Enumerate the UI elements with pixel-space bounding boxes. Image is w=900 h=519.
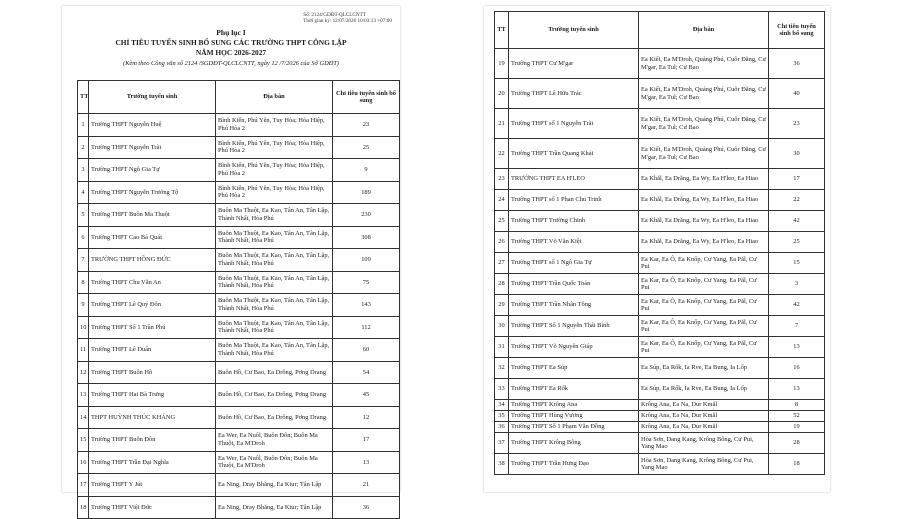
- cell-quota: 13: [333, 451, 400, 474]
- cell-area: Ea Wer, Ea Nuôl, Buôn Đôn; Buôn Ma Thuột, Ea M'Droh: [216, 451, 333, 474]
- table-header-row: [495, 12, 825, 49]
- cell-tt: 7: [78, 249, 89, 272]
- cell-area: Bình Kiến, Phú Yên, Tuy Hòa; Hòa Hiệp, Phú Hòa 2: [216, 159, 333, 182]
- cell-area: Ea Kar, Ea Ô, Ea Knốp, Cư Yang, Ea Păl, Cư Pui: [639, 274, 769, 295]
- cell-school: Trường THPT số 1 Ngô Gia Tự: [509, 253, 639, 274]
- cell-area: Ea Khăl, Ea Drăng, Ea Wy, Ea H'leo, Ea Hiao: [639, 211, 769, 232]
- cell-area: Ea Súp, Ea Rốk, Ia Rve, Ea Bung, Ia Lốp: [639, 379, 769, 400]
- cell-area: Ea Kiết, Ea M'Droh, Quảng Phú, Cuôr Đăng, Cư M'gar, Ea Tul; Cư Bao: [639, 49, 769, 79]
- cell-school: TRƯỜNG THPT EA H'LEO: [509, 169, 639, 190]
- cell-tt: 26: [495, 232, 509, 253]
- table-row: [495, 454, 825, 475]
- cell-school: Trường THPT Võ Văn Kiệt: [509, 232, 639, 253]
- cell-area: Buôn Hồ, Cư Bao, Ea Drông, Pơng Drang: [216, 361, 333, 384]
- cell-quota: 45: [333, 384, 400, 407]
- cell-area: Krông Ana, Ea Na, Dur Kmăl: [639, 422, 769, 433]
- cell-school: Trường THPT Số 1 Phạm Văn Đồng: [509, 422, 639, 433]
- cell-tt: 30: [495, 316, 509, 337]
- cell-quota: 23: [333, 114, 400, 137]
- cell-tt: 4: [78, 181, 89, 204]
- table-row: [495, 169, 825, 190]
- stamp-line: Thời gian ký: 12/07/2026 10:03:13 +07:00: [303, 18, 392, 25]
- table-row: [78, 361, 400, 384]
- quota-table-right: [494, 11, 825, 475]
- cell-school: Trường THPT Chu Văn An: [89, 271, 216, 294]
- table-row: [78, 429, 400, 452]
- cell-school: Trường THPT số 1 Nguyễn Trãi: [509, 109, 639, 139]
- table-row: [495, 422, 825, 433]
- cell-tt: 31: [495, 337, 509, 358]
- table-row: [78, 136, 400, 159]
- cell-tt: 11: [78, 339, 89, 362]
- cell-area: Ea Ning, Dray Bhăng, Ea Ktur; Tân Lập: [216, 474, 333, 497]
- cell-tt: 18: [78, 496, 89, 519]
- cell-school: Trường THPT Lê Duẩn: [89, 339, 216, 362]
- cell-tt: 1: [78, 114, 89, 137]
- cell-tt: 25: [495, 211, 509, 232]
- cell-quota: 9: [333, 159, 400, 182]
- cell-quota: 230: [333, 204, 400, 227]
- cell-tt: 14: [78, 406, 89, 429]
- cell-quota: 112: [333, 316, 400, 339]
- table-row: [78, 474, 400, 497]
- cell-quota: 25: [769, 232, 825, 253]
- cell-tt: 28: [495, 274, 509, 295]
- table-row: [78, 384, 400, 407]
- cell-quota: 21: [333, 474, 400, 497]
- cell-quota: 189: [333, 181, 400, 204]
- cell-tt: 29: [495, 295, 509, 316]
- table-row: [78, 114, 400, 137]
- cell-school: Trường THPT Krông Bông: [509, 433, 639, 454]
- header-tt: TT: [78, 81, 89, 114]
- cell-tt: 22: [495, 139, 509, 169]
- cell-quota: 13: [769, 379, 825, 400]
- cell-tt: 38: [495, 454, 509, 475]
- cell-quota: 17: [769, 169, 825, 190]
- cell-area: Krông Ana, Ea Na, Dur Kmăl: [639, 411, 769, 422]
- cell-quota: 25: [333, 136, 400, 159]
- cell-quota: 22: [769, 190, 825, 211]
- signature-stamp: [303, 12, 392, 24]
- cell-area: Ea Kiết, Ea M'Droh, Quảng Phú, Cuôr Đăng, Cư M'gar, Ea Tul; Cư Bao: [639, 79, 769, 109]
- cell-quota: 28: [769, 433, 825, 454]
- table-row: [495, 358, 825, 379]
- cell-tt: 5: [78, 204, 89, 227]
- cell-area: Ea Khăl, Ea Drăng, Ea Wy, Ea H'leo, Ea Hiao: [639, 190, 769, 211]
- table-row: [78, 181, 400, 204]
- table-row: [495, 79, 825, 109]
- table-row: [78, 204, 400, 227]
- cell-quota: 18: [769, 454, 825, 475]
- title-line: CHỈ TIÊU TUYỂN SINH BỔ SUNG CÁC TRƯỜNG THPT CÔNG LẬP: [115, 38, 347, 47]
- cell-quota: 60: [333, 339, 400, 362]
- cell-school: Trường THPT Võ Nguyên Giáp: [509, 337, 639, 358]
- cell-area: Hòa Sơn, Dang Kang, Krông Bông, Cư Pui, Yang Mao: [639, 454, 769, 475]
- cell-tt: 36: [495, 422, 509, 433]
- cell-tt: 8: [78, 271, 89, 294]
- cell-tt: 24: [495, 190, 509, 211]
- cell-area: Ea Kar, Ea Ô, Ea Knốp, Cư Yang, Ea Păl, Cư Pui: [639, 316, 769, 337]
- cell-school: Trường THPT Hai Bà Trưng: [89, 384, 216, 407]
- cell-quota: 19: [769, 422, 825, 433]
- cell-school: Trường THPT Nguyễn Huệ: [89, 114, 216, 137]
- cell-area: Ea Wer, Ea Nuôl, Buôn Đôn; Buôn Ma Thuột, Ea M'Droh: [216, 429, 333, 452]
- cell-quota: 7: [769, 316, 825, 337]
- cell-school: Trường THPT Lê Quý Đôn: [89, 294, 216, 317]
- cell-area: Buôn Ma Thuột, Ea Kao, Tân An, Tân Lập, Thành Nhất, Hòa Phú: [216, 204, 333, 227]
- table-row: [78, 249, 400, 272]
- cell-tt: 20: [495, 79, 509, 109]
- cell-tt: 6: [78, 226, 89, 249]
- table-row: [78, 226, 400, 249]
- document-note: (Kèm theo Công văn số 2124 /SGDĐT-QLCLCNTT, ngày 12 /7/2026 của Sở GDĐT): [122, 60, 340, 67]
- cell-school: Trường THPT Buôn Ma Thuột: [89, 204, 216, 227]
- cell-area: Bình Kiến, Phú Yên, Tuy Hòa; Hòa Hiệp, Phú Hòa 2: [216, 181, 333, 204]
- cell-school: Trường THPT Trần Nhân Tông: [509, 295, 639, 316]
- header-quota: Chỉ tiêu tuyển sinh bổ sung: [769, 12, 825, 49]
- cell-tt: 19: [495, 49, 509, 79]
- cell-quota: 36: [769, 49, 825, 79]
- cell-school: Trường THPT Y Jút: [89, 474, 216, 497]
- table-row: [495, 316, 825, 337]
- cell-school: Trường THPT Nguyễn Trường Tộ: [89, 181, 216, 204]
- cell-area: Krông Ana, Ea Na, Dur Kmăl: [639, 400, 769, 411]
- cell-school: Trường THPT Ea Súp: [509, 358, 639, 379]
- cell-quota: 16: [769, 358, 825, 379]
- cell-quota: 40: [769, 79, 825, 109]
- cell-tt: 9: [78, 294, 89, 317]
- header-area: Địa bàn: [216, 81, 333, 114]
- table-row: [495, 190, 825, 211]
- cell-tt: 37: [495, 433, 509, 454]
- cell-area: Ea Ning, Dray Bhăng, Ea Ktur; Tân Lập: [216, 496, 333, 519]
- cell-tt: 21: [495, 109, 509, 139]
- cell-school: Trường THPT Trần Quốc Toản: [509, 274, 639, 295]
- cell-area: Ea Súp, Ea Rốk, Ia Rve, Ea Bung, Ia Lốp: [639, 358, 769, 379]
- table-row: [495, 49, 825, 79]
- cell-tt: 34: [495, 400, 509, 411]
- table-row: [78, 496, 400, 519]
- cell-quota: 109: [333, 249, 400, 272]
- cell-tt: 32: [495, 358, 509, 379]
- table-row: [78, 271, 400, 294]
- cell-quota: 143: [333, 294, 400, 317]
- header-school: Trường tuyển sinh: [89, 81, 216, 114]
- table-row: [495, 379, 825, 400]
- cell-area: Buôn Ma Thuột, Ea Kao, Tân An, Tân Lập, Thành Nhất, Hòa Phú: [216, 294, 333, 317]
- cell-tt: 13: [78, 384, 89, 407]
- table-header-row: [78, 81, 400, 114]
- cell-school: Trường THPT Số 1 Trần Phú: [89, 316, 216, 339]
- cell-area: Ea Khăl, Ea Drăng, Ea Wy, Ea H'leo, Ea Hiao: [639, 232, 769, 253]
- cell-school: TRƯỜNG THPT HỒNG ĐỨC: [89, 249, 216, 272]
- table-row: [495, 253, 825, 274]
- title-line: NĂM HỌC 2026-2027: [195, 47, 267, 57]
- cell-tt: 17: [78, 474, 89, 497]
- cell-area: Ea Kar, Ea Ô, Ea Knốp, Cư Yang, Ea Păl, Cư Pui: [639, 295, 769, 316]
- cell-tt: 16: [78, 451, 89, 474]
- cell-quota: 15: [769, 253, 825, 274]
- table-row: [78, 451, 400, 474]
- cell-quota: 23: [769, 109, 825, 139]
- cell-area: Buôn Hồ, Cư Bao, Ea Drông, Pơng Drang: [216, 406, 333, 429]
- table-row: [495, 139, 825, 169]
- cell-school: Trường THPT Việt Đức: [89, 496, 216, 519]
- cell-school: Trường THPT Nguyễn Trãi: [89, 136, 216, 159]
- cell-tt: 35: [495, 411, 509, 422]
- cell-area: Bình Kiến, Phú Yên, Tuy Hòa; Hòa Hiệp, Phú Hòa 2: [216, 114, 333, 137]
- table-row: [495, 211, 825, 232]
- table-row: [495, 274, 825, 295]
- cell-tt: 3: [78, 159, 89, 182]
- cell-area: Hòa Sơn, Dang Kang, Krông Bông, Cư Pui, Yang Mao: [639, 433, 769, 454]
- cell-area: Ea Kiết, Ea M'Droh, Quảng Phú, Cuôr Đăng, Cư M'gar, Ea Tul; Cư Bao: [639, 109, 769, 139]
- cell-area: Ea Khăl, Ea Drăng, Ea Wy, Ea H'leo, Ea Hiao: [639, 169, 769, 190]
- table-body-left: [78, 114, 400, 519]
- cell-quota: 3: [769, 274, 825, 295]
- table-row: [78, 294, 400, 317]
- quota-table-left: [77, 80, 400, 519]
- cell-school: Trường THPT Số 1 Nguyễn Thái Bình: [509, 316, 639, 337]
- cell-area: Buôn Ma Thuột, Ea Kao, Tân An, Tân Lập, Thành Nhất, Hòa Phú: [216, 249, 333, 272]
- cell-school: Trường THPT Trường Chinh: [509, 211, 639, 232]
- cell-area: Ea Kar, Ea Ô, Ea Knốp, Cư Yang, Ea Păl, Cư Pui: [639, 253, 769, 274]
- stamp-line: Số: 2124/GDĐT-QLCLCNTT: [303, 12, 366, 18]
- cell-school: Trường THPT Krông Ana: [509, 400, 639, 411]
- cell-school: Trường THPT Ngô Gia Tự: [89, 159, 216, 182]
- cell-area: Ea Kiết, Ea M'Droh, Quảng Phú, Cuôr Đăng, Cư M'gar, Ea Tul; Cư Bao: [639, 139, 769, 169]
- header-area: Địa bàn: [639, 12, 769, 49]
- table-row: [78, 159, 400, 182]
- cell-quota: 12: [333, 406, 400, 429]
- cell-school: Trường THPT số 1 Phan Chu Trinh: [509, 190, 639, 211]
- header-school: Trường tuyển sinh: [509, 12, 639, 49]
- cell-area: Buôn Ma Thuột, Ea Kao, Tân An, Tân Lập, Thành Nhất, Hòa Phú: [216, 316, 333, 339]
- cell-school: Trường THPT Trần Đại Nghĩa: [89, 451, 216, 474]
- cell-school: Trường THPT Trần Hưng Đạo: [509, 454, 639, 475]
- cell-school: Trường THPT Buôn Đôn: [89, 429, 216, 452]
- cell-school: Trường THPT Lê Hữu Trác: [509, 79, 639, 109]
- cell-quota: 36: [333, 496, 400, 519]
- cell-school: Trường THPT Hùng Vương: [509, 411, 639, 422]
- cell-quota: 30: [769, 139, 825, 169]
- cell-school: Trường THPT Cao Bá Quát: [89, 226, 216, 249]
- table-row: [78, 316, 400, 339]
- table-body-right: [495, 49, 825, 475]
- document-title: [62, 38, 400, 57]
- cell-tt: 12: [78, 361, 89, 384]
- cell-quota: 308: [333, 226, 400, 249]
- cell-school: Trường THPT Ea Rốk: [509, 379, 639, 400]
- cell-area: Bình Kiến, Phú Yên, Tuy Hòa; Hòa Hiệp, Phú Hòa 2: [216, 136, 333, 159]
- cell-school: THPT HUỲNH THÚC KHÁNG: [89, 406, 216, 429]
- cell-school: Trường THPT Cư M'gar: [509, 49, 639, 79]
- cell-tt: 33: [495, 379, 509, 400]
- table-row: [78, 339, 400, 362]
- cell-area: Buôn Ma Thuột, Ea Kao, Tân An, Tân Lập, Thành Nhất, Hòa Phú: [216, 226, 333, 249]
- cell-tt: 27: [495, 253, 509, 274]
- table-row: [495, 295, 825, 316]
- cell-school: Trường THPT Trần Quang Khải: [509, 139, 639, 169]
- table-row: [78, 406, 400, 429]
- table-row: [495, 109, 825, 139]
- table-row: [495, 232, 825, 253]
- cell-quota: 54: [333, 361, 400, 384]
- cell-quota: 75: [333, 271, 400, 294]
- cell-quota: 52: [769, 411, 825, 422]
- cell-quota: 42: [769, 295, 825, 316]
- header-quota: Chỉ tiêu tuyển sinh bổ sung: [333, 81, 400, 114]
- table-row: [495, 400, 825, 411]
- cell-school: Trường THPT Buôn Hồ: [89, 361, 216, 384]
- document-page-right: [484, 6, 830, 492]
- cell-area: Ea Kar, Ea Ô, Ea Knốp, Cư Yang, Ea Păl, Cư Pui: [639, 337, 769, 358]
- cell-area: Buôn Hồ, Cư Bao, Ea Drông, Pơng Drang: [216, 384, 333, 407]
- header-tt: TT: [495, 12, 509, 49]
- table-row: [495, 337, 825, 358]
- cell-tt: 2: [78, 136, 89, 159]
- cell-quota: 13: [769, 337, 825, 358]
- appendix-label: Phụ lục I: [216, 28, 246, 37]
- cell-area: Buôn Ma Thuột, Ea Kao, Tân An, Tân Lập, Thành Nhất, Hòa Phú: [216, 339, 333, 362]
- cell-quota: 17: [333, 429, 400, 452]
- cell-tt: 10: [78, 316, 89, 339]
- cell-tt: 15: [78, 429, 89, 452]
- cell-tt: 23: [495, 169, 509, 190]
- cell-quota: 8: [769, 400, 825, 411]
- document-page-left: [62, 6, 400, 511]
- table-row: [495, 433, 825, 454]
- table-row: [495, 411, 825, 422]
- cell-quota: 42: [769, 211, 825, 232]
- cell-area: Buôn Ma Thuột, Ea Kao, Tân An, Tân Lập, Thành Nhất, Hòa Phú: [216, 271, 333, 294]
